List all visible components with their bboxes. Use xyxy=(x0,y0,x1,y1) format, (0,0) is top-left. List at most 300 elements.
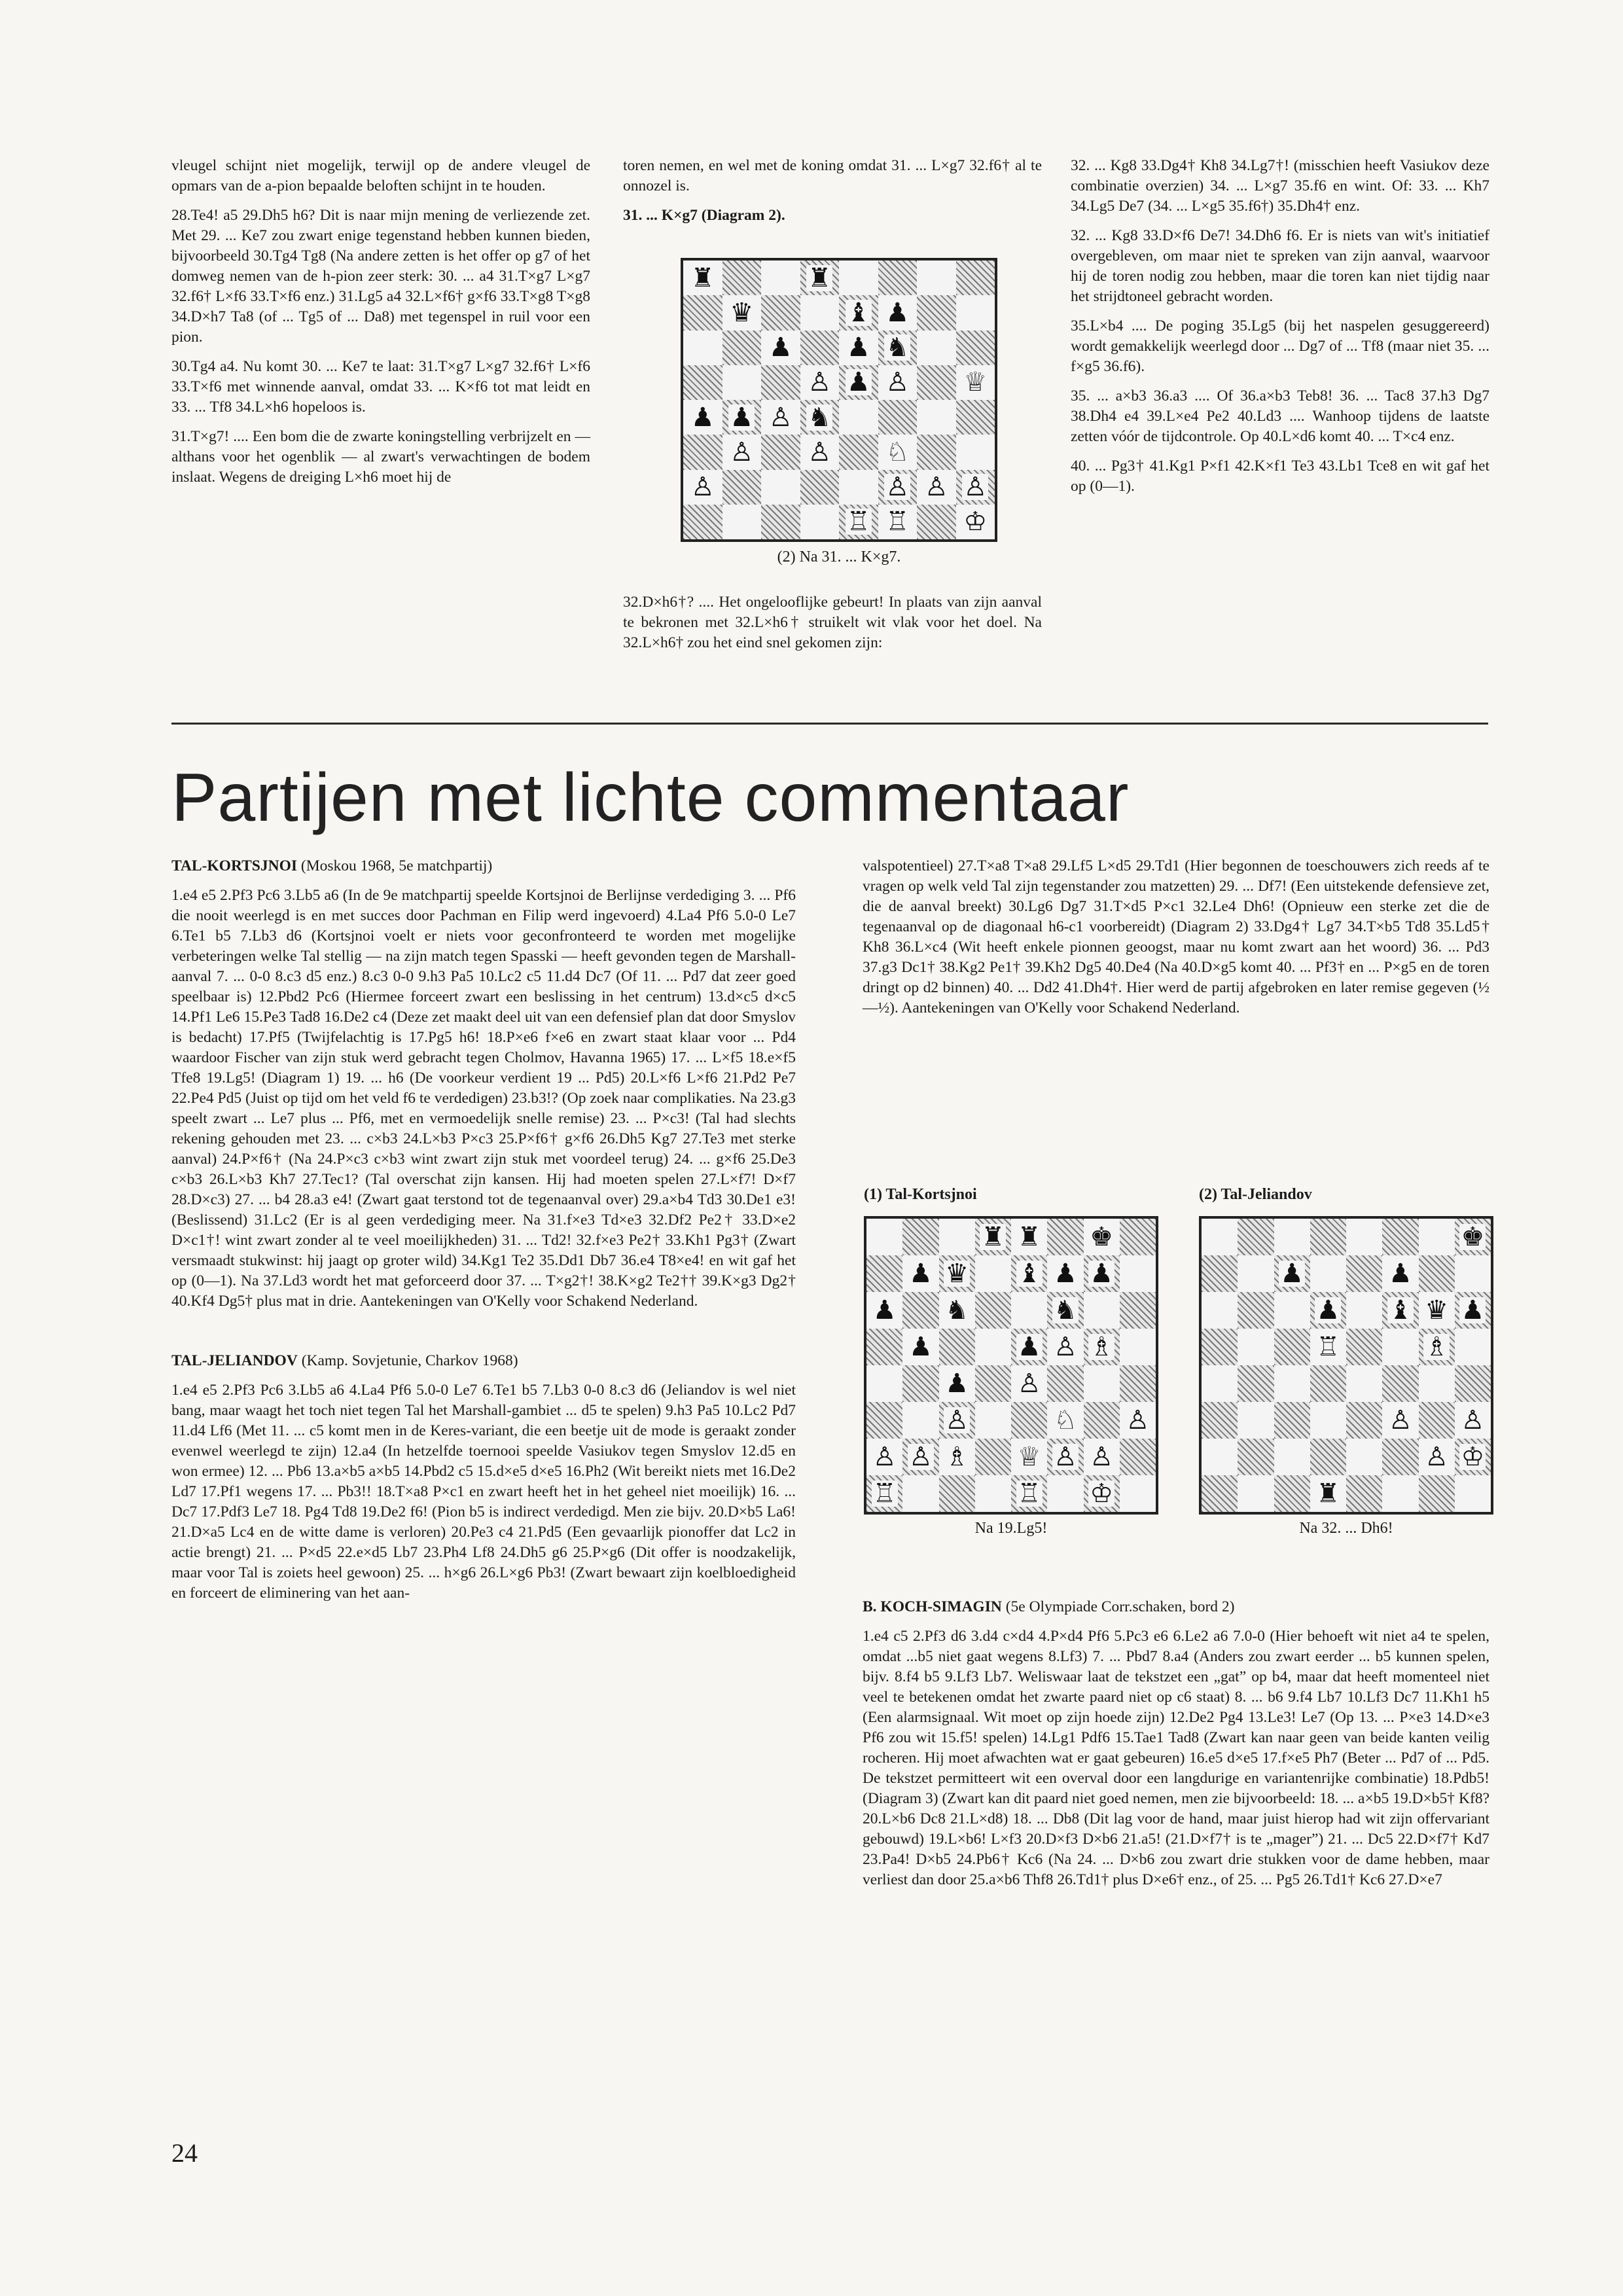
board-square xyxy=(800,365,840,400)
chess-piece-icon: ♟ xyxy=(1053,1259,1077,1289)
board-square xyxy=(956,505,995,539)
board-square xyxy=(1084,1475,1120,1512)
board-square xyxy=(800,400,840,435)
board-square xyxy=(878,470,918,505)
chess-piece-icon: ♛ xyxy=(1425,1295,1449,1325)
board-square xyxy=(975,1255,1011,1292)
board-square xyxy=(975,1439,1011,1475)
chess-piece-icon: ♟ xyxy=(1388,1259,1412,1289)
board-square xyxy=(1346,1219,1382,1255)
chess-piece-icon: ♙ xyxy=(963,472,988,503)
board-square xyxy=(866,1292,902,1329)
chess-piece-icon: ♙ xyxy=(1017,1369,1041,1399)
chess-piece-icon: ♙ xyxy=(885,367,910,398)
game-2-moves-continued: valspotentieel) 27.T×a8 T×a8 29.Lf5 L×d5 29.Td1 (Hier begonnen de toeschouwers zich reeds af te vragen op welk veld Tal zijn tegenstander zou matzetten) 29. ... Df7! (Een uitstekende defensieve zet, die de aanval breekt) 30.Lg6 Dg7 31.T×d5 P×c1 32.Le4 Dh6! (Opnieuw een sterke zet die de tegenaanval op de diagonaal h6-c1 voorbereidt) (Diagram 2) 33.Dg4† Lg7 34.T×b5 Td8 35.Ld5† Kh8 36.L×c4 (Wit heeft enkele pionnen geoogst, maar nu komt zwart aan het woord) 36. ... Pd3 37.g3 Dc1† 38.Kg2 Pe1† 39.Kh2 Dg5 40.De4 (Na 40.D×g5 komt 40. ... Pf3† en ... P×g5 en de toren dringt op d2 binnen) 40. ... Dd2 41.Dh4†. Hier werd de partij afgebroken en later remise gegeven (½—½). Aantekeningen van O'Kelly voor Schakend Nederland. xyxy=(863,857,1489,1016)
board-square xyxy=(722,295,762,330)
board-square xyxy=(1310,1219,1346,1255)
board-square xyxy=(1011,1365,1047,1402)
chess-piece-icon: ♙ xyxy=(768,402,793,433)
board-square xyxy=(1238,1255,1274,1292)
board-square xyxy=(902,1255,938,1292)
paragraph: 32. ... Kg8 33.D×f6 De7! 34.Dh6 f6. Er is niets van wit's initiatief overgebleven, om maar niet te spreken van zijn aanval, waarvoor hij de toren nodig zou hebben, maar die toren kan niet tijdig naar het strijdtoneel gebracht worden. xyxy=(1071,227,1489,305)
board-square xyxy=(1455,1365,1491,1402)
board-square xyxy=(1310,1255,1346,1292)
board-square xyxy=(1084,1219,1120,1255)
board-square xyxy=(1419,1292,1455,1329)
board-square xyxy=(939,1402,975,1439)
chess-piece-icon: ♘ xyxy=(885,437,910,467)
chess-piece-icon: ♙ xyxy=(1388,1405,1412,1435)
board-square xyxy=(956,365,995,400)
diagram-1-caption: Na 19.Lg5! xyxy=(974,1520,1048,1537)
board-square xyxy=(761,365,800,400)
board-square xyxy=(956,295,995,330)
board-square xyxy=(1419,1475,1455,1512)
game-1-moves: 1.e4 e5 2.Pf3 Pc6 3.Lb5 a6 (In de 9e matchpartij speelde Kortsjnoi de Berlijnse verdediging 3. ... Pf6 die nooit weerlegd is en met succes door Pachman en Filip werd ingevoerd) 4.La4 Pf6 5.0-0 Le7 6.Te1 b5 7.Lb3 d6 (Kortsjnoi voelt er niets voor geconfronteerd te worden met mogelijke verbeteringen welke Tal stellig — na zijn match tegen Spasski — heeft gevonden tegen de Marshall-aanval 7. ... 0-0 8.c3 d5 enz.) 8.c3 0-0 9.h3 Pa5 10.Lc2 c5 11.d4 Dc7 (Of 11. ... Pd7 dat zeer goed speelbaar is) 12.Pbd2 Pc6 (Hiermee forceert zwart een beslissing in het centrum) 13.d×c5 d×c5 14.Pf1 Le6 15.Pe3 Tad8 16.De2 c4 (Deze zet maakt deel uit van een defensief plan dat door Smyslov is bedacht) 17.Pf5 (Twijfelachtig is 17.Pg5 h6! 18.P×e6 f×e6 en zwart staat klaar voor ... Pd4 waardoor Fischer van zijn stuk werd gebracht tegen Cholmov, Havanna 1965) 17. ... L×f5 18.e×f5 Tfe8 19.Lg5! (Diagram 1) 19. ... h6 (De voorkeur verdient 19 ... Pd5) 20.L×f6 L×f6 21.Pd2 Pe7 22.Pe4 Pd5 (Juist op tijd om het veld f6 te verdedigen) 23.b3!? (Op zoek naar complikaties. Na 23.g3 speelt zwart ... Le7 plus ... Pf6, met en vermoedelijk snelle remise) 23. ... P×c3! (Tal had slechts rekening gehouden met 23. ... c×b3 24.L×b3 P×c3 25.P×f6† g×f6 26.Dh5 Kg7 27.Te3 met sterke aanval) 24.P×f6† (Na 24.P×c3 c×b3 wint zwart zijn stuk met voordeel terug) 24. ... g×f6 25.De3 c×b3 26.L×b3 Kh7 27.Tec1? (Tal overschat zijn kansen. Hij had moeten spelen 27.L×f7! D×f7 28.D×c3) 27. ... b4 28.a3 e4! (Zwart gaat terstond tot de tegenaanval over) 29.a×b4 Td3 30.De1 e3! (Beslissend) 31.Lc2 (Er is al geen verdediging meer. Na 31.f×e3 Td×e3 32.Df2 Pe2† 33.D×e2 D×c1†! wint zwart zonder al te veel moeilijkheden) 31. ... Td2! 32.f×e3 Pe2† 33.Kh1 Pg3† (Zwart versmaadt stukwinst: hij jaagt op groter wild) 34.Kg1 Te2 35.Dd1 Db7 36.e4 T8×e4! en wit gaf het op (0—1). Na 37.Ld3 wordt het mat geforceerd door 37. ... T×g2†! 38.K×g2 Te2†† 39.K×g3 Dg2† 40.Kf4 Dg5† plus mat in drie. Aantekeningen van O'Kelly voor Schakend Nederland. xyxy=(171,887,796,1310)
game-1 xyxy=(171,856,796,876)
game-2-title: TAL-JELIANDOV xyxy=(171,1352,298,1369)
board-square xyxy=(1274,1439,1310,1475)
board-square xyxy=(917,331,956,365)
board-square xyxy=(956,435,995,469)
game-2-moves: 1.e4 e5 2.Pf3 Pc6 3.Lb5 a6 4.La4 Pf6 5.0-0 Le7 6.Te1 b5 7.Lb3 0-0 8.c3 d6 (Jeliandov is wel niet bang, maar waagt het toch niet tegen Tal het Marshall-gambiet ... d5 te spelen) 9.h3 Pa5 10.Lc2 Pd7 11.d4 Lf6 (Met 11. ... c5 komt men in de Keres-variant, die een beetje uit de mode is geraakt zonder evenwel weerlegd te zijn) 12.a4 (In hetzelfde toernooi speelde Vasiukov tegen Smyslov 12.d5 en won ermee) 12. ... Pb6 13.a×b5 a×b5 14.Pbd2 c5 15.d×e5 d×e5 16.Ph2 (Wit bereikt niets met 16.De2 Ld7 17.Pf1 wegens 17. ... Pb3!! 18.T×a8 P×c1 en zwart heeft het in het geheel niet moeilijk) 16. ... Dc7 17.Pdf3 Le7 18. Pg4 Td8 19.De2 f6! (Pion b5 is indirect verdedigd. Men zie bijv. 20.D×b5 La6! 21.D×a5 Lc4 en de witte dame is verloren) 20.Pe3 c4 21.Pd5 (Een gevaarlijk pionoffer dat Lc2 in actie brengt) 21. ... P×d5 22.e×d5 Lb7 23.Ph4 Lf8 24.Dh5 g6 25.P×g6 (Dit offer is noodzakelijk, maar voor Tal is zoiets heel gewoon) 25. ... h×g6 26.L×g6 Pb3! (Zwart bewaart zijn koelbloedigheid en forceert de eliminering van het aan- xyxy=(171,1382,796,1602)
chess-piece-icon: ♜ xyxy=(690,262,715,293)
board-square xyxy=(1084,1292,1120,1329)
board-square xyxy=(866,1475,902,1512)
board-square xyxy=(1120,1255,1156,1292)
chess-piece-icon: ♔ xyxy=(1090,1479,1114,1509)
board-square xyxy=(866,1365,902,1402)
board-square xyxy=(939,1439,975,1475)
board-square xyxy=(1346,1292,1382,1329)
paragraph: 28.Te4! a5 29.Dh5 h6? Dit is naar mijn mening de verliezende zet. Met 29. ... Ke7 zou zwart enige tegenstand hebben kunnen bieden, bijvoorbeeld 30.Tg4 Tg8 (Na andere zetten is het offer op g7 of het domweg nemen van de h-pion zeer sterk: 30. ... a4 31.T×g7 L×g7 32.f6† L×f6 33.T×f6 enz.) 31.Lg5 a4 32.L×f6† g×f6 33.T×g8 T×g8 34.D×h7 Ta8 (of ... Tg5 of ... Da8) met tegenspel in ruil voor een pion. xyxy=(171,207,590,346)
section-divider xyxy=(171,723,1488,725)
board-square xyxy=(1084,1329,1120,1365)
board-square xyxy=(1310,1365,1346,1402)
board-square xyxy=(1238,1365,1274,1402)
board-square xyxy=(917,295,956,330)
board-square xyxy=(1274,1255,1310,1292)
board-square xyxy=(839,400,878,435)
chess-piece-icon: ♛ xyxy=(730,297,754,328)
board-square xyxy=(902,1439,938,1475)
board-square xyxy=(1274,1402,1310,1439)
board-square xyxy=(761,435,800,469)
board-square xyxy=(1419,1255,1455,1292)
board-square xyxy=(1346,1329,1382,1365)
board-square xyxy=(1274,1292,1310,1329)
chess-piece-icon: ♙ xyxy=(690,472,715,503)
board-square xyxy=(1346,1255,1382,1292)
board-square xyxy=(1202,1329,1238,1365)
chess-piece-icon: ♚ xyxy=(1461,1222,1485,1252)
diagram-2-title: (2) Tal-Jeliandov xyxy=(1199,1186,1312,1203)
board-square xyxy=(683,365,722,400)
board-square xyxy=(1011,1402,1047,1439)
board-square xyxy=(939,1365,975,1402)
board-square xyxy=(866,1402,902,1439)
board-square xyxy=(761,260,800,295)
chess-piece-icon: ♟ xyxy=(846,332,870,363)
chess-piece-icon: ♙ xyxy=(808,367,832,398)
board-square xyxy=(1120,1475,1156,1512)
board-square xyxy=(683,505,722,539)
board-square xyxy=(1382,1402,1418,1439)
board-square xyxy=(902,1219,938,1255)
game-3-moves: 1.e4 c5 2.Pf3 d6 3.d4 c×d4 4.P×d4 Pf6 5.Pc3 e6 6.Le2 a6 7.0-0 (Hier behoeft wit niet a4 te spelen, omdat ...b5 niet gaat wegens 8.Lf3) 7. ... Pbd7 8.a4 (Anders zou zwart eerder ... b5 kunnen spelen, bijv. 8.f4 b5 9.Lf3 Lb7. Weliswaar laat de tekstzet een „gat” op b4, maar dat heeft momenteel niet veel te betekenen omdat het zwarte paard niet op c6 staat) 8. ... b6 9.f4 Lb7 10.Lf3 Dc7 11.Kh1 h5 (Een alarmsignaal. Wit moet op zijn hoede zijn) 12.De2 Pg4 13.Le3! Le7 (Op 13. ... P×e3 14.D×e3 Pf6 zou wit 15.f5! spelen) 14.Lg1 Pdf6 15.Tae1 Tad8 (Zwart kan naar geen van beide kanten veilig rocheren. Hij moet afwachten wat er gaat gebeuren) 16.e5 d×e5 17.f×e5 Ph7 (Beter ... Pd7 of ... Pd5. De tekstzet permitteert wit een overval door een langdurige en variantenrijke combinatie) 18.Pdb5! (Diagram 3) (Zwart kan dit paard niet goed nemen, men zie bijvoorbeeld: 18. ... a×b5 19.D×b5† Kf8? 20.L×b6 Dc8 21.L×d8) 18. ... Db8 (Dit lag voor de hand, maar juist hierop had wit zijn offervariant gebouwd) 19.L×b6! L×f3 20.D×f3 D×b6 21.a5! (21.D×f7† is te „mager”) 21. ... Dc5 22.D×f7† Kd7 23.Pa4! D×b5 24.Pb6† Kc6 (Na 24. ... D×b6 zou zwart drie stukken voor de dame hebben, maar verliest dan door 25.a×b6 Thf8 26.Td1† plus D×e6† enz., of 25. ... Pg5 26.Td1† Kc6 27.D×e7 xyxy=(863,1628,1489,1888)
board-square xyxy=(917,470,956,505)
board-square xyxy=(800,260,840,295)
board-square xyxy=(1274,1219,1310,1255)
chess-piece-icon: ♖ xyxy=(872,1479,897,1509)
board-square xyxy=(761,505,800,539)
board-square xyxy=(1310,1439,1346,1475)
board-square xyxy=(956,260,995,295)
paragraph: 35. ... a×b3 36.a3 .... Of 36.a×b3 Teb8! 36. ... Tac8 37.h3 Dg7 38.Dh4 e4 39.L×e4 Pe2 40.Ld3 .... Wanhoop tijdens de laatste zetten vóór de tijdcontrole. Op 40.L×d6 komt 40. ... T×c4 enz. xyxy=(1071,387,1489,445)
board-square xyxy=(1274,1475,1310,1512)
board-square xyxy=(866,1329,902,1365)
board-square xyxy=(1120,1402,1156,1439)
game-3 xyxy=(863,1597,1489,1617)
game-1-title: TAL-KORTSJNOI xyxy=(171,857,297,874)
board-square xyxy=(1047,1219,1083,1255)
game-3-column xyxy=(863,1597,1489,1899)
board-square xyxy=(722,331,762,365)
board-square xyxy=(917,260,956,295)
game-3-title: B. KOCH-SIMAGIN xyxy=(863,1598,1002,1615)
chess-piece-icon: ♔ xyxy=(1461,1442,1485,1472)
board-square xyxy=(1419,1329,1455,1365)
board-square xyxy=(839,435,878,469)
chess-piece-icon: ♟ xyxy=(908,1332,933,1362)
chess-piece-icon: ♗ xyxy=(1090,1332,1114,1362)
board-square xyxy=(839,365,878,400)
board-square xyxy=(1419,1365,1455,1402)
board-square xyxy=(917,400,956,435)
chess-piece-icon: ♙ xyxy=(1126,1405,1150,1435)
chess-piece-icon: ♟ xyxy=(846,367,870,398)
board-square xyxy=(1382,1292,1418,1329)
board-square xyxy=(722,400,762,435)
board-square xyxy=(975,1329,1011,1365)
board-square xyxy=(1238,1219,1274,1255)
board-square xyxy=(1047,1365,1083,1402)
board-square xyxy=(1120,1365,1156,1402)
board-square xyxy=(866,1439,902,1475)
paragraph: 40. ... Pg3† 41.Kg1 P×f1 42.K×f1 Te3 43.Lb1 Tce8 en wit gaf het op (0—1). xyxy=(1071,457,1489,495)
board-square xyxy=(1084,1402,1120,1439)
game-2 xyxy=(171,1351,796,1371)
chess-piece-icon: ♞ xyxy=(885,332,910,363)
chess-piece-icon: ♟ xyxy=(945,1369,969,1399)
board-square xyxy=(1455,1329,1491,1365)
board-square xyxy=(800,295,840,330)
board-square xyxy=(1310,1329,1346,1365)
chess-piece-icon: ♙ xyxy=(1053,1332,1077,1362)
board-square xyxy=(1202,1439,1238,1475)
chess-piece-icon: ♘ xyxy=(1053,1405,1077,1435)
paragraph: 30.Tg4 a4. Nu komt 30. ... Ke7 te laat: 31.T×g7 L×g7 32.f6† L×f6 33.T×f6 met winnende aanval, omdat 33. ... K×f6 tot mat leidt en 33. ... Tf8 34.L×h6 hopeloos is. xyxy=(171,358,590,416)
board-square xyxy=(1011,1329,1047,1365)
board-square xyxy=(878,400,918,435)
board-square xyxy=(761,331,800,365)
board-square xyxy=(683,260,722,295)
chess-piece-icon: ♕ xyxy=(963,367,988,398)
board-square xyxy=(722,260,762,295)
board-square xyxy=(683,400,722,435)
board-square xyxy=(956,470,995,505)
page-number: 24 xyxy=(171,2138,198,2168)
chess-piece-icon: ♟ xyxy=(1316,1295,1340,1325)
board-square xyxy=(1047,1402,1083,1439)
board-square xyxy=(1346,1365,1382,1402)
paragraph: 32. ... Kg8 33.Dg4† Kh8 34.Lg7†! (misschien heeft Vasiukov deze combinatie overzien) 34. ... L×g7 35.f6 en wint. Of: 33. ... Kh7 34.Lg5 De7 (34. ... L×g5 35.f6†) 35.Dh4† enz. xyxy=(1071,157,1489,215)
section-heading: Partijen met lichte commentaar xyxy=(171,760,1130,836)
board-square xyxy=(1120,1329,1156,1365)
board-square xyxy=(1011,1292,1047,1329)
board-square xyxy=(1346,1439,1382,1475)
chess-piece-icon: ♟ xyxy=(908,1259,933,1289)
chess-piece-icon: ♜ xyxy=(808,262,832,293)
board-square xyxy=(1382,1365,1418,1402)
board-square xyxy=(878,331,918,365)
board-square xyxy=(839,260,878,295)
board-square xyxy=(722,365,762,400)
board-square xyxy=(1310,1475,1346,1512)
board-square xyxy=(1455,1402,1491,1439)
board-square xyxy=(975,1292,1011,1329)
chess-piece-icon: ♟ xyxy=(1017,1332,1041,1362)
chess-piece-icon: ♟ xyxy=(1090,1259,1114,1289)
chess-piece-icon: ♝ xyxy=(1017,1259,1041,1289)
paragraph: 31.T×g7! .... Een bom die de zwarte koningstelling verbrijzelt en — althans voor het ogenblik — al zwart's verwachtingen de bodem inslaat. Wegens de dreiging L×h6 moet hij de xyxy=(171,428,590,486)
board-square xyxy=(1047,1329,1083,1365)
board-square xyxy=(866,1219,902,1255)
board-square xyxy=(1238,1292,1274,1329)
board-square xyxy=(1047,1292,1083,1329)
chess-piece-icon: ♕ xyxy=(1017,1442,1041,1472)
board-square xyxy=(1382,1439,1418,1475)
chess-piece-icon: ♟ xyxy=(872,1295,897,1325)
top-column-1 xyxy=(171,156,590,497)
board-square xyxy=(1346,1402,1382,1439)
chess-diagram-2 xyxy=(1199,1216,1493,1515)
board-square xyxy=(1455,1255,1491,1292)
chess-piece-icon: ♙ xyxy=(908,1442,933,1472)
chess-piece-icon: ♗ xyxy=(1425,1332,1449,1362)
paragraph: 32.D×h6†? .... Het ongelooflijke gebeurt! In plaats van zijn aanval te bekronen met 32.L×h6† struikelt wit vlak voor het doel. Na 32.L×h6† zou het eind snel gekomen zijn: xyxy=(623,594,1042,651)
chess-piece-icon: ♖ xyxy=(1017,1479,1041,1509)
board-square xyxy=(839,470,878,505)
chess-piece-icon: ♜ xyxy=(981,1222,1005,1252)
chess-piece-icon: ♝ xyxy=(1388,1295,1412,1325)
board-square xyxy=(1011,1475,1047,1512)
board-square xyxy=(975,1365,1011,1402)
board-square xyxy=(917,365,956,400)
board-square xyxy=(1382,1255,1418,1292)
board-square xyxy=(1084,1439,1120,1475)
board-square xyxy=(939,1475,975,1512)
chess-diagram-1 xyxy=(864,1216,1158,1515)
board-square xyxy=(866,1255,902,1292)
board-square xyxy=(902,1475,938,1512)
chess-piece-icon: ♟ xyxy=(730,402,754,433)
top-column-3 xyxy=(1071,156,1489,506)
diagram-2-caption: Na 32. ... Dh6! xyxy=(1299,1520,1393,1537)
chess-piece-icon: ♞ xyxy=(1053,1295,1077,1325)
chess-piece-icon: ♙ xyxy=(1425,1442,1449,1472)
board-square xyxy=(956,400,995,435)
board-square xyxy=(1419,1402,1455,1439)
board-square xyxy=(975,1219,1011,1255)
board-square xyxy=(800,435,840,469)
chess-piece-icon: ♜ xyxy=(1017,1222,1041,1252)
chess-piece-icon: ♟ xyxy=(690,402,715,433)
board-square xyxy=(800,470,840,505)
board-square xyxy=(839,505,878,539)
board-square xyxy=(761,470,800,505)
board-square xyxy=(1382,1475,1418,1512)
paragraph: toren nemen, en wel met de koning omdat 31. ... L×g7 32.f6† al te onnozel is. xyxy=(623,157,1042,194)
board-square xyxy=(1084,1255,1120,1292)
board-square xyxy=(939,1292,975,1329)
paragraph: 35.L×b4 .... De poging 35.Lg5 (bij het naspelen gesuggereerd) wordt gemakkelijk weerlegd door ... Dg7 of ... Tf8 (maar niet 35. ... f×g5 36.f6). xyxy=(1071,317,1489,375)
chess-piece-icon: ♙ xyxy=(945,1405,969,1435)
board-square xyxy=(1419,1219,1455,1255)
game-1-event: (Moskou 1968, 5e matchpartij) xyxy=(297,857,493,874)
chess-piece-icon: ♚ xyxy=(1090,1222,1114,1252)
board-square xyxy=(1310,1292,1346,1329)
board-square xyxy=(917,435,956,469)
board-square xyxy=(975,1475,1011,1512)
board-square xyxy=(902,1329,938,1365)
chess-piece-icon: ♞ xyxy=(808,402,832,433)
diagram-1-title: (1) Tal-Kortsjnoi xyxy=(864,1186,977,1203)
board-square xyxy=(1202,1255,1238,1292)
chess-piece-icon: ♛ xyxy=(945,1259,969,1289)
board-square xyxy=(722,435,762,469)
chess-piece-icon: ♙ xyxy=(1461,1405,1485,1435)
chess-piece-icon: ♙ xyxy=(730,437,754,467)
board-square xyxy=(683,331,722,365)
board-square xyxy=(761,295,800,330)
board-square xyxy=(1238,1402,1274,1439)
board-square xyxy=(902,1365,938,1402)
board-square xyxy=(1047,1439,1083,1475)
game-2-event: (Kamp. Sovjetunie, Charkov 1968) xyxy=(297,1352,518,1369)
chess-piece-icon: ♖ xyxy=(846,507,870,537)
board-square xyxy=(1238,1329,1274,1365)
board-square xyxy=(1382,1219,1418,1255)
chess-piece-icon: ♙ xyxy=(872,1442,897,1472)
board-square xyxy=(1047,1255,1083,1292)
chess-piece-icon: ♔ xyxy=(963,507,988,537)
board-square xyxy=(1202,1292,1238,1329)
board-square xyxy=(878,295,918,330)
chess-piece-icon: ♟ xyxy=(1280,1259,1304,1289)
board-square xyxy=(1202,1402,1238,1439)
chess-diagram-top xyxy=(681,258,997,542)
chess-piece-icon: ♙ xyxy=(1090,1442,1114,1472)
board-square xyxy=(1274,1329,1310,1365)
board-square xyxy=(1120,1219,1156,1255)
board-square xyxy=(1202,1365,1238,1402)
chess-piece-icon: ♗ xyxy=(945,1442,969,1472)
game-column-right xyxy=(863,856,1489,1028)
board-square xyxy=(1455,1475,1491,1512)
chess-piece-icon: ♟ xyxy=(768,332,793,363)
board-square xyxy=(939,1219,975,1255)
game-3-event: (5e Olympiade Corr.schaken, bord 2) xyxy=(1001,1598,1235,1615)
board-square xyxy=(1011,1219,1047,1255)
chess-piece-icon: ♙ xyxy=(1053,1442,1077,1472)
board-square xyxy=(1346,1475,1382,1512)
board-square xyxy=(1382,1329,1418,1365)
board-square xyxy=(839,295,878,330)
board-square xyxy=(1455,1219,1491,1255)
board-square xyxy=(878,435,918,469)
board-square xyxy=(878,505,918,539)
board-square xyxy=(1202,1475,1238,1512)
chess-piece-icon: ♙ xyxy=(924,472,948,503)
board-square xyxy=(1120,1439,1156,1475)
board-square xyxy=(1310,1402,1346,1439)
board-square xyxy=(683,295,722,330)
board-square xyxy=(1011,1439,1047,1475)
board-square xyxy=(956,331,995,365)
board-square xyxy=(1419,1439,1455,1475)
board-square xyxy=(683,470,722,505)
chess-piece-icon: ♜ xyxy=(1316,1479,1340,1509)
chess-piece-icon: ♟ xyxy=(885,297,910,328)
board-square xyxy=(839,331,878,365)
chess-piece-icon: ♙ xyxy=(885,472,910,503)
board-square xyxy=(1455,1292,1491,1329)
diagram-reference: 31. ... K×g7 (Diagram 2). xyxy=(623,207,785,224)
board-square xyxy=(1084,1365,1120,1402)
board-square xyxy=(800,331,840,365)
board-square xyxy=(1274,1365,1310,1402)
board-square xyxy=(1120,1292,1156,1329)
chess-piece-icon: ♞ xyxy=(945,1295,969,1325)
chess-piece-icon: ♖ xyxy=(885,507,910,537)
chess-piece-icon: ♖ xyxy=(1316,1332,1340,1362)
board-square xyxy=(800,505,840,539)
board-square xyxy=(761,400,800,435)
paragraph: vleugel schijnt niet mogelijk, terwijl op de andere vleugel de opmars van de a-pion bepaalde beloften schijnt in te houden. xyxy=(171,157,590,194)
board-square xyxy=(917,505,956,539)
board-square xyxy=(1238,1475,1274,1512)
board-square xyxy=(939,1329,975,1365)
chess-piece-icon: ♙ xyxy=(808,437,832,467)
board-square xyxy=(902,1402,938,1439)
board-square xyxy=(722,470,762,505)
board-square xyxy=(902,1292,938,1329)
board-square xyxy=(722,505,762,539)
board-square xyxy=(878,365,918,400)
chess-piece-icon: ♝ xyxy=(846,297,870,328)
game-column-left xyxy=(171,856,796,1613)
chess-piece-icon: ♟ xyxy=(1461,1295,1485,1325)
board-square xyxy=(878,260,918,295)
board-square xyxy=(1047,1475,1083,1512)
diagram-caption-top: (2) Na 31. ... K×g7. xyxy=(777,548,901,565)
top-column-2 xyxy=(623,156,1042,235)
board-square xyxy=(683,435,722,469)
top-column-2-bottom xyxy=(623,592,1042,662)
board-square xyxy=(1011,1255,1047,1292)
board-square xyxy=(939,1255,975,1292)
